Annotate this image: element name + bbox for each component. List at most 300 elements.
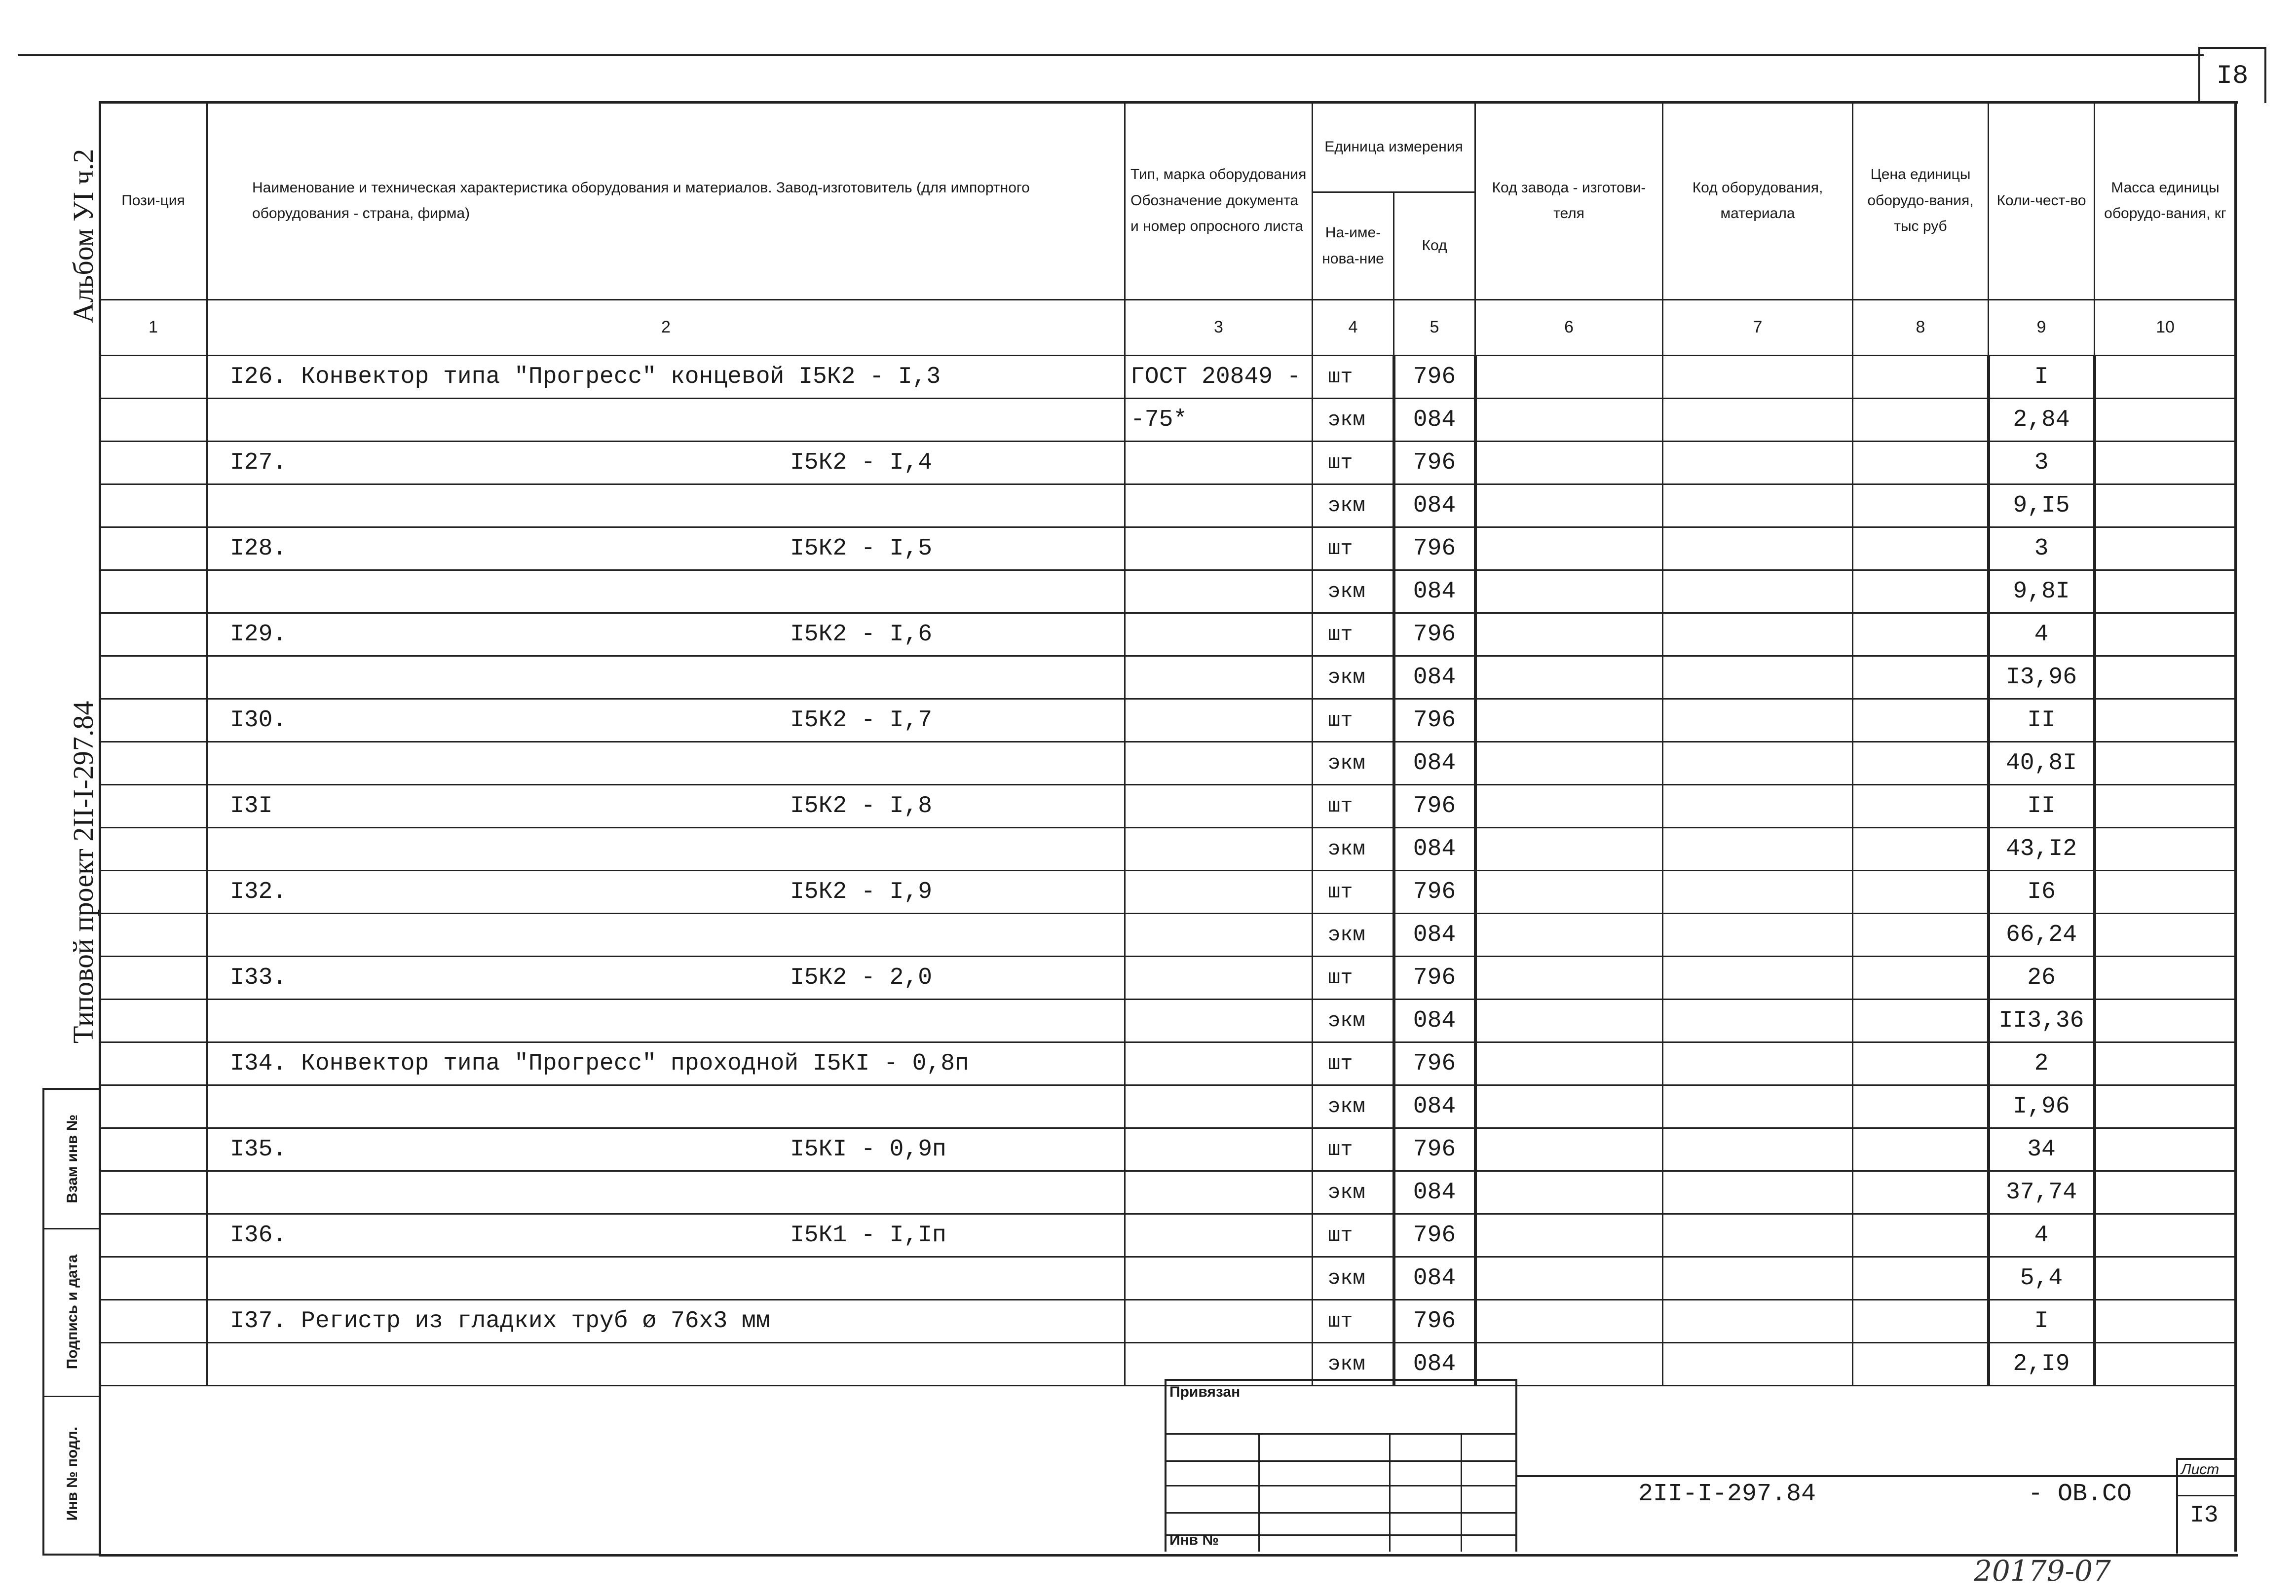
header-type: Тип, марка оборудования Обозначение документа и номер опросного листа xyxy=(1125,102,1313,300)
item-name: I3I xyxy=(230,793,273,819)
price-cell xyxy=(1853,1042,1989,1085)
item-mark: I5КI - 0,9п xyxy=(790,1136,946,1163)
unit-name-cell: шт xyxy=(1313,1042,1394,1085)
unit-name-cell: шт xyxy=(1313,699,1394,742)
mass-cell xyxy=(2095,1214,2236,1257)
unit-name-cell: шт xyxy=(1313,957,1394,1000)
type-cell xyxy=(1125,570,1313,613)
unit-name-cell: экм xyxy=(1313,1000,1394,1042)
description-cell xyxy=(207,1257,1125,1300)
mass-cell xyxy=(2095,1257,2236,1300)
unit-code-cell: 796 xyxy=(1394,699,1475,742)
description-cell xyxy=(207,785,1125,828)
unit-name-cell: экм xyxy=(1313,399,1394,442)
position-cell xyxy=(100,399,207,442)
item-mark: I5К2 - I,6 xyxy=(790,621,933,648)
factory-code-cell xyxy=(1475,1214,1663,1257)
table-row xyxy=(100,356,2236,399)
unit-code-cell: 084 xyxy=(1394,742,1475,785)
unit-code-cell: 084 xyxy=(1394,1171,1475,1214)
type-cell xyxy=(1125,613,1313,656)
description-cell xyxy=(207,656,1125,699)
header-name: Наименование и техническая характеристика оборудования и материалов. Завод-изготовитель (для импортного оборудования - страна, фирма) xyxy=(207,102,1125,300)
equip-code-cell xyxy=(1663,785,1853,828)
stamp-column xyxy=(42,1088,101,1556)
unit-name-cell: шт xyxy=(1313,442,1394,484)
price-cell xyxy=(1853,570,1989,613)
position-cell xyxy=(100,442,207,484)
col-number: 8 xyxy=(1853,300,1989,356)
unit-name-cell: экм xyxy=(1313,1171,1394,1214)
type-cell xyxy=(1125,1257,1313,1300)
type-cell xyxy=(1125,699,1313,742)
factory-code-cell xyxy=(1475,1128,1663,1171)
type-cell xyxy=(1125,1300,1313,1343)
type-cell xyxy=(1125,527,1313,570)
unit-code-cell: 796 xyxy=(1394,1300,1475,1343)
price-cell xyxy=(1853,1085,1989,1128)
mass-cell xyxy=(2095,570,2236,613)
mass-cell xyxy=(2095,1000,2236,1042)
mass-cell xyxy=(2095,699,2236,742)
position-cell xyxy=(100,699,207,742)
type-cell: ГОСТ 20849 - xyxy=(1125,356,1313,399)
qty-cell: II xyxy=(1989,699,2095,742)
mass-cell xyxy=(2095,356,2236,399)
unit-name-cell: экм xyxy=(1313,1257,1394,1300)
item-name: I30. xyxy=(230,707,287,734)
price-cell xyxy=(1853,914,1989,957)
table-row xyxy=(100,957,2236,1000)
factory-code-cell xyxy=(1475,1300,1663,1343)
unit-code-cell: 084 xyxy=(1394,399,1475,442)
header-factory-code: Код завода - изготови-теля xyxy=(1475,102,1663,300)
unit-code-cell: 084 xyxy=(1394,1257,1475,1300)
table-row xyxy=(100,1042,2236,1085)
price-cell xyxy=(1853,613,1989,656)
position-cell xyxy=(100,1128,207,1171)
qty-cell: I,96 xyxy=(1989,1085,2095,1128)
sheet-box-divider xyxy=(2176,1495,2235,1496)
item-mark: I5К2 - I,9 xyxy=(790,879,933,905)
position-cell xyxy=(100,914,207,957)
factory-code-cell xyxy=(1475,356,1663,399)
sheet-label: Лист xyxy=(2181,1461,2220,1478)
factory-code-cell xyxy=(1475,957,1663,1000)
header-unit-name: На-име-нова-ние xyxy=(1313,192,1394,300)
mass-cell xyxy=(2095,957,2236,1000)
item-mark: I5К2 - I,4 xyxy=(790,449,933,476)
factory-code-cell xyxy=(1475,613,1663,656)
unit-name-cell: экм xyxy=(1313,484,1394,527)
description-cell xyxy=(207,484,1125,527)
item-mark: I5К2 - 2,0 xyxy=(790,965,933,991)
price-cell xyxy=(1853,1000,1989,1042)
description-cell xyxy=(207,356,1125,399)
unit-name-cell: шт xyxy=(1313,1214,1394,1257)
header-price: Цена единицы оборудо-вания, тыс руб xyxy=(1853,102,1989,300)
qty-cell: 4 xyxy=(1989,1214,2095,1257)
equip-code-cell xyxy=(1663,442,1853,484)
type-cell xyxy=(1125,1214,1313,1257)
price-cell xyxy=(1853,399,1989,442)
unit-code-cell: 796 xyxy=(1394,1214,1475,1257)
item-name: I29. xyxy=(230,621,287,648)
unit-name-cell: шт xyxy=(1313,1300,1394,1343)
mass-cell xyxy=(2095,1343,2236,1386)
qty-cell: I6 xyxy=(1989,871,2095,914)
equip-code-cell xyxy=(1663,914,1853,957)
description-cell xyxy=(207,699,1125,742)
factory-code-cell xyxy=(1475,527,1663,570)
price-cell xyxy=(1853,1257,1989,1300)
unit-name-cell: экм xyxy=(1313,656,1394,699)
qty-cell: 26 xyxy=(1989,957,2095,1000)
position-cell xyxy=(100,527,207,570)
position-cell xyxy=(100,742,207,785)
factory-code-cell xyxy=(1475,1257,1663,1300)
mass-cell xyxy=(2095,742,2236,785)
description-cell xyxy=(207,1171,1125,1214)
qty-cell: 9,I5 xyxy=(1989,484,2095,527)
col-number: 10 xyxy=(2095,300,2236,356)
privyazan-label: Привязан xyxy=(1169,1384,1241,1400)
unit-code-cell: 796 xyxy=(1394,356,1475,399)
table-row xyxy=(100,1171,2236,1214)
price-cell xyxy=(1853,442,1989,484)
factory-code-cell xyxy=(1475,484,1663,527)
table-row xyxy=(100,785,2236,828)
equip-code-cell xyxy=(1663,1214,1853,1257)
factory-code-cell xyxy=(1475,1085,1663,1128)
mass-cell xyxy=(2095,1042,2236,1085)
equip-code-cell xyxy=(1663,1343,1853,1386)
qty-cell: 5,4 xyxy=(1989,1257,2095,1300)
mass-cell xyxy=(2095,527,2236,570)
equip-code-cell xyxy=(1663,613,1853,656)
price-cell xyxy=(1853,1300,1989,1343)
factory-code-cell xyxy=(1475,699,1663,742)
table-row xyxy=(100,1000,2236,1042)
price-cell xyxy=(1853,1343,1989,1386)
qty-cell: 2,84 xyxy=(1989,399,2095,442)
mass-cell xyxy=(2095,1085,2236,1128)
unit-name-cell: экм xyxy=(1313,1085,1394,1128)
table-row xyxy=(100,1085,2236,1128)
item-name: I36. xyxy=(230,1222,287,1249)
mass-cell xyxy=(2095,484,2236,527)
type-cell xyxy=(1125,914,1313,957)
document-suffix: - ОВ.СО xyxy=(2028,1480,2132,1508)
unit-name-cell: экм xyxy=(1313,742,1394,785)
col-number: 1 xyxy=(100,300,207,356)
title-block-divider xyxy=(1517,1475,2235,1477)
handwritten-number: 20179-07 xyxy=(1974,1554,2111,1588)
position-cell xyxy=(100,656,207,699)
price-cell xyxy=(1853,1128,1989,1171)
type-cell xyxy=(1125,785,1313,828)
item-name: I33. xyxy=(230,965,287,991)
position-cell xyxy=(100,828,207,871)
album-label: Альбом УI ч.2 xyxy=(67,148,99,323)
col-number: 3 xyxy=(1125,300,1313,356)
position-cell xyxy=(100,1257,207,1300)
top-rule xyxy=(18,54,2204,56)
factory-code-cell xyxy=(1475,828,1663,871)
table-row xyxy=(100,1300,2236,1343)
description-cell xyxy=(207,399,1125,442)
col-number: 5 xyxy=(1394,300,1475,356)
unit-name-cell: шт xyxy=(1313,356,1394,399)
equip-code-cell xyxy=(1663,356,1853,399)
type-cell xyxy=(1125,957,1313,1000)
factory-code-cell xyxy=(1475,1000,1663,1042)
qty-cell: 2 xyxy=(1989,1042,2095,1085)
equip-code-cell xyxy=(1663,484,1853,527)
equip-code-cell xyxy=(1663,742,1853,785)
table-row xyxy=(100,1128,2236,1171)
qty-cell: I3,96 xyxy=(1989,656,2095,699)
col-number: 7 xyxy=(1663,300,1853,356)
mass-cell xyxy=(2095,442,2236,484)
qty-cell: I xyxy=(1989,1300,2095,1343)
price-cell xyxy=(1853,527,1989,570)
unit-code-cell: 084 xyxy=(1394,570,1475,613)
item-name: I34. Конвектор типа "Прогресс" проходной I5КI - 0,8п xyxy=(230,1050,969,1077)
unit-name-cell: экм xyxy=(1313,570,1394,613)
item-name: I28. xyxy=(230,535,287,562)
equip-code-cell xyxy=(1663,699,1853,742)
price-cell xyxy=(1853,356,1989,399)
stamp-inv-podl: Инв № подл. xyxy=(64,1426,80,1521)
factory-code-cell xyxy=(1475,871,1663,914)
qty-cell: I xyxy=(1989,356,2095,399)
sheet-number: I3 xyxy=(2190,1502,2219,1529)
table-row xyxy=(100,871,2236,914)
unit-code-cell: 796 xyxy=(1394,1128,1475,1171)
unit-code-cell: 796 xyxy=(1394,785,1475,828)
mass-cell xyxy=(2095,399,2236,442)
equip-code-cell xyxy=(1663,527,1853,570)
table-row xyxy=(100,1257,2236,1300)
document-code: 2II-I-297.84 xyxy=(1638,1480,1816,1508)
specification-table xyxy=(99,101,2235,1377)
equip-code-cell xyxy=(1663,1085,1853,1128)
item-name: I37. Регистр из гладких труб ø 76х3 мм xyxy=(230,1308,770,1335)
factory-code-cell xyxy=(1475,785,1663,828)
header-unit-code: Код xyxy=(1394,192,1475,300)
qty-cell: 3 xyxy=(1989,527,2095,570)
type-cell xyxy=(1125,1128,1313,1171)
qty-cell: 2,I9 xyxy=(1989,1343,2095,1386)
equip-code-cell xyxy=(1663,828,1853,871)
type-cell xyxy=(1125,442,1313,484)
position-cell xyxy=(100,570,207,613)
equip-code-cell xyxy=(1663,957,1853,1000)
mass-cell xyxy=(2095,1128,2236,1171)
unit-code-cell: 796 xyxy=(1394,1042,1475,1085)
type-cell xyxy=(1125,656,1313,699)
equip-code-cell xyxy=(1663,1171,1853,1214)
description-cell xyxy=(207,742,1125,785)
factory-code-cell xyxy=(1475,1042,1663,1085)
qty-cell: II3,36 xyxy=(1989,1000,2095,1042)
type-cell xyxy=(1125,1042,1313,1085)
price-cell xyxy=(1853,871,1989,914)
mass-cell xyxy=(2095,828,2236,871)
position-cell xyxy=(100,1300,207,1343)
item-name: I32. xyxy=(230,879,287,905)
type-cell xyxy=(1125,871,1313,914)
table-row xyxy=(100,484,2236,527)
unit-name-cell: шт xyxy=(1313,527,1394,570)
description-cell xyxy=(207,613,1125,656)
unit-name-cell: экм xyxy=(1313,1343,1394,1386)
position-cell xyxy=(100,613,207,656)
position-cell xyxy=(100,785,207,828)
qty-cell: 66,24 xyxy=(1989,914,2095,957)
item-name: I35. xyxy=(230,1136,287,1163)
factory-code-cell xyxy=(1475,742,1663,785)
table-row xyxy=(100,914,2236,957)
price-cell xyxy=(1853,699,1989,742)
price-cell xyxy=(1853,656,1989,699)
table-row xyxy=(100,1214,2236,1257)
table-row xyxy=(100,699,2236,742)
table-row xyxy=(100,613,2236,656)
equip-code-cell xyxy=(1663,1000,1853,1042)
factory-code-cell xyxy=(1475,656,1663,699)
unit-name-cell: экм xyxy=(1313,828,1394,871)
mass-cell xyxy=(2095,1171,2236,1214)
factory-code-cell xyxy=(1475,1171,1663,1214)
item-mark: I5К2 - I,7 xyxy=(790,707,933,734)
qty-cell: 34 xyxy=(1989,1128,2095,1171)
description-cell xyxy=(207,871,1125,914)
type-cell xyxy=(1125,1000,1313,1042)
project-side-label: Типовой проект 2II-I-297.84 xyxy=(67,701,99,1043)
mass-cell xyxy=(2095,871,2236,914)
unit-code-cell: 084 xyxy=(1394,1343,1475,1386)
header-unit-group: Единица измерения xyxy=(1313,102,1475,192)
unit-code-cell: 796 xyxy=(1394,613,1475,656)
factory-code-cell xyxy=(1475,570,1663,613)
equip-code-cell xyxy=(1663,570,1853,613)
equip-code-cell xyxy=(1663,656,1853,699)
description-cell xyxy=(207,442,1125,484)
item-mark: I5К1 - I,Iп xyxy=(790,1222,946,1249)
equip-code-cell xyxy=(1663,1128,1853,1171)
col-number: 2 xyxy=(207,300,1125,356)
unit-code-cell: 084 xyxy=(1394,656,1475,699)
item-mark: I5К2 - I,8 xyxy=(790,793,933,819)
unit-name-cell: шт xyxy=(1313,785,1394,828)
equip-code-cell xyxy=(1663,399,1853,442)
qty-cell: 43,I2 xyxy=(1989,828,2095,871)
unit-code-cell: 796 xyxy=(1394,527,1475,570)
position-cell xyxy=(100,871,207,914)
equip-code-cell xyxy=(1663,871,1853,914)
description-cell xyxy=(207,1042,1125,1085)
unit-name-cell: шт xyxy=(1313,1128,1394,1171)
description-cell xyxy=(207,828,1125,871)
column-number-row xyxy=(100,300,2236,356)
unit-name-cell: шт xyxy=(1313,613,1394,656)
mass-cell xyxy=(2095,1300,2236,1343)
qty-cell: 3 xyxy=(1989,442,2095,484)
position-cell xyxy=(100,957,207,1000)
description-cell xyxy=(207,527,1125,570)
equip-code-cell xyxy=(1663,1257,1853,1300)
unit-name-cell: экм xyxy=(1313,914,1394,957)
item-mark: I5К2 - I,5 xyxy=(790,535,933,562)
description-cell xyxy=(207,1343,1125,1386)
qty-cell: 40,8I xyxy=(1989,742,2095,785)
inv-no-label: Инв № xyxy=(1169,1532,1219,1548)
qty-cell: 4 xyxy=(1989,613,2095,656)
header-mass: Масса единицы оборудо-вания, кг xyxy=(2095,102,2236,300)
type-cell xyxy=(1125,1171,1313,1214)
header-position: Пози-ция xyxy=(100,102,207,300)
unit-code-cell: 084 xyxy=(1394,828,1475,871)
position-cell xyxy=(100,1343,207,1386)
position-cell xyxy=(100,1171,207,1214)
description-cell xyxy=(207,1214,1125,1257)
type-cell xyxy=(1125,484,1313,527)
price-cell xyxy=(1853,957,1989,1000)
type-cell xyxy=(1125,828,1313,871)
price-cell xyxy=(1853,1214,1989,1257)
item-name: I27. xyxy=(230,449,287,476)
factory-code-cell xyxy=(1475,399,1663,442)
position-cell xyxy=(100,1042,207,1085)
col-number: 9 xyxy=(1989,300,2095,356)
description-cell xyxy=(207,570,1125,613)
table-row xyxy=(100,742,2236,785)
price-cell xyxy=(1853,742,1989,785)
price-cell xyxy=(1853,785,1989,828)
title-block-grid xyxy=(1165,1379,1517,1552)
stamp-vzam-inv: Взам инв № xyxy=(44,1090,101,1229)
unit-code-cell: 084 xyxy=(1394,1085,1475,1128)
position-cell xyxy=(100,356,207,399)
description-cell xyxy=(207,957,1125,1000)
factory-code-cell xyxy=(1475,442,1663,484)
unit-code-cell: 796 xyxy=(1394,957,1475,1000)
mass-cell xyxy=(2095,914,2236,957)
unit-code-cell: 796 xyxy=(1394,442,1475,484)
description-cell xyxy=(207,1300,1125,1343)
position-cell xyxy=(100,1085,207,1128)
qty-cell: II xyxy=(1989,785,2095,828)
mass-cell xyxy=(2095,785,2236,828)
equip-code-cell xyxy=(1663,1042,1853,1085)
table-row xyxy=(100,656,2236,699)
price-cell xyxy=(1853,484,1989,527)
price-cell xyxy=(1853,828,1989,871)
col-number: 4 xyxy=(1313,300,1394,356)
mass-cell xyxy=(2095,613,2236,656)
type-cell xyxy=(1125,742,1313,785)
type-cell: -75* xyxy=(1125,399,1313,442)
position-cell xyxy=(100,484,207,527)
description-cell xyxy=(207,1128,1125,1171)
position-cell xyxy=(100,1000,207,1042)
table-row xyxy=(100,442,2236,484)
header-qty: Коли-чест-во xyxy=(1989,102,2095,300)
table-row xyxy=(100,570,2236,613)
description-cell xyxy=(207,1085,1125,1128)
